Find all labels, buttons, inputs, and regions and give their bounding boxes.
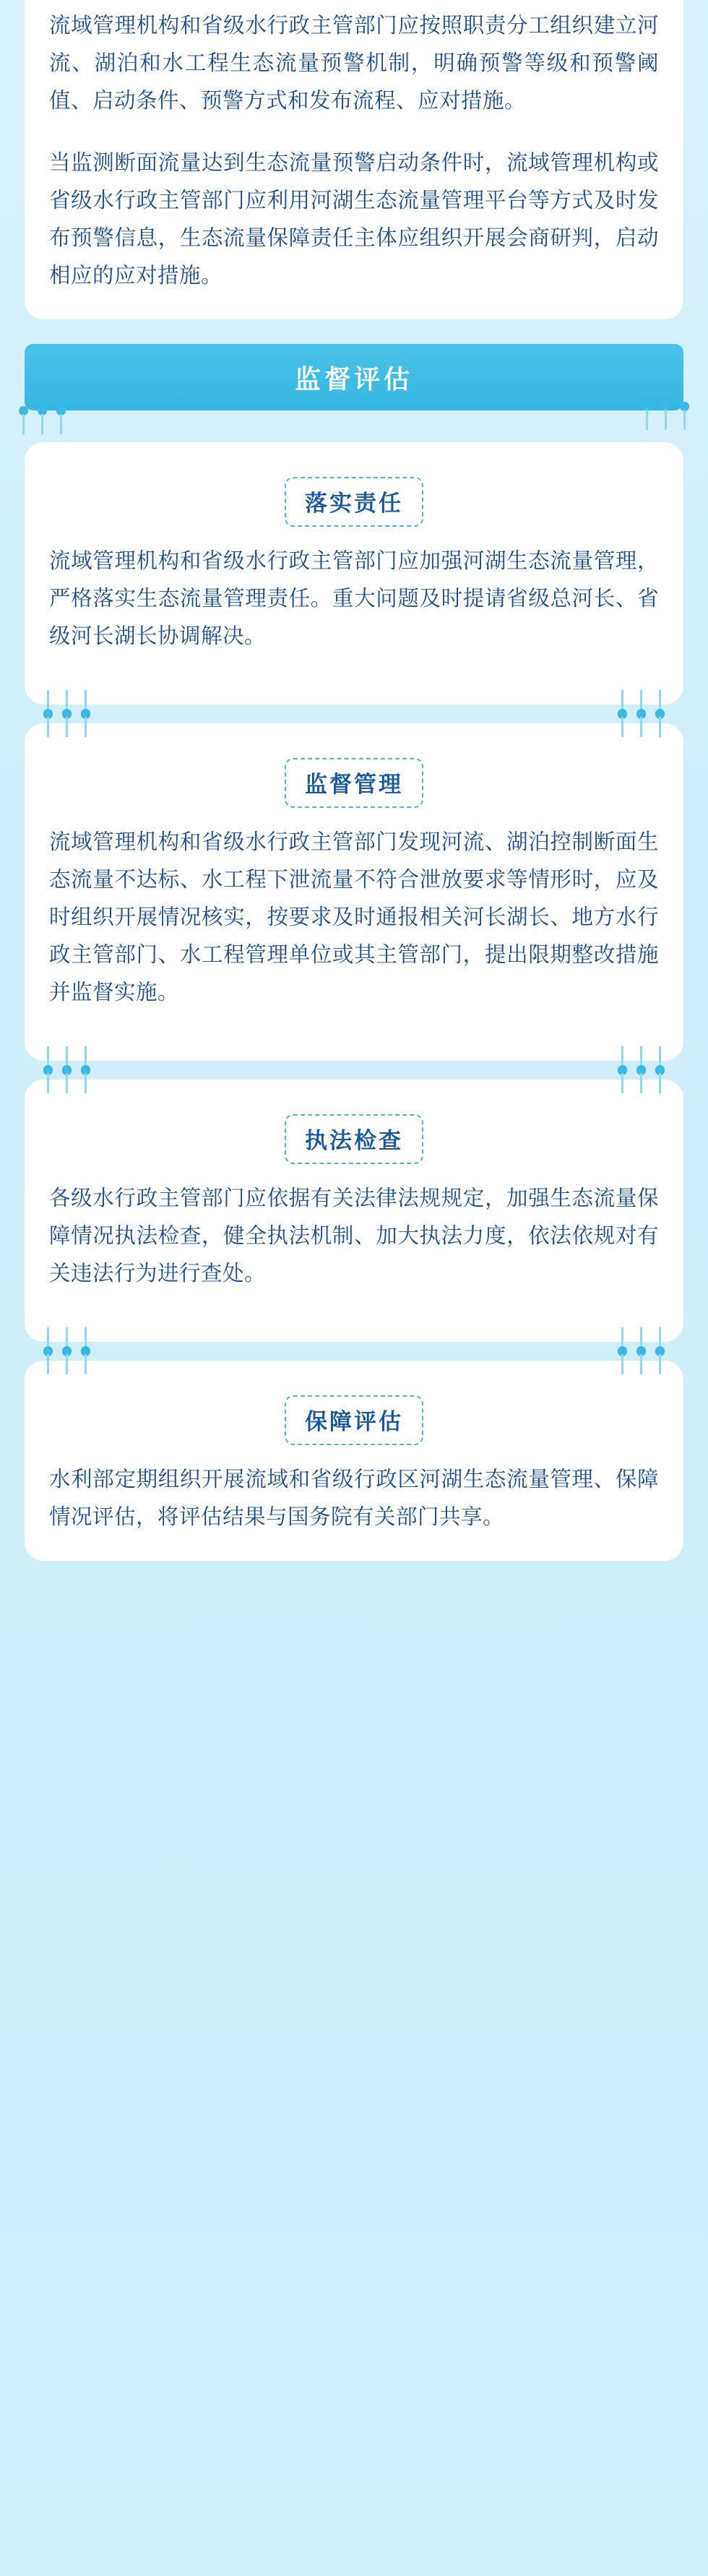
ring-icon: [62, 709, 72, 738]
ring-icon: [636, 1065, 646, 1094]
ring-icon: [618, 709, 627, 738]
ring-icon: [81, 1346, 90, 1375]
intro-paragraph-1: 流域管理机构和省级水行政主管部门应按照职责分工组织建立河流、湖泊和水工程生态流量预警机制，明确预警等级和预警阈值、启动条件、预警方式和发布流程、应对措施。: [49, 14, 659, 113]
ring-icon: [642, 402, 652, 431]
ring-icon: [56, 406, 66, 435]
block-heading-wrap-2: [49, 758, 659, 808]
binder-rings-left-7: [43, 1346, 90, 1375]
ring-icon: [81, 1065, 90, 1094]
binder-rings-left-1: [19, 406, 678, 435]
block-card-4: [25, 1361, 683, 1561]
ring-icon: [655, 1065, 665, 1094]
block-card-1: [25, 442, 683, 705]
ring-icon: [43, 1065, 53, 1094]
ring-icon: [62, 1346, 72, 1375]
binder-rings-right-5: [618, 1065, 665, 1094]
block-heading-4: 保障评估: [285, 1395, 423, 1445]
ring-icon: [661, 402, 670, 431]
block-card-3: [25, 1080, 683, 1342]
ring-icon: [636, 709, 646, 738]
ring-icon: [680, 402, 689, 431]
intro-paragraph-2: 当监测断面流量达到生态流量预警启动条件时，流域管理机构或省级水行政主管部门应利用河湖生态流量管理平台等方式及时发布预警信息，生态流量保障责任主体应组织开展会商研判，启动相应的应对措施。: [49, 151, 659, 288]
ring-icon: [618, 1346, 627, 1375]
block-heading-1: 落实责任: [285, 477, 423, 527]
ring-icon: [19, 406, 28, 435]
block-text-2: 流域管理机构和省级水行政主管部门发现河流、湖泊控制断面生态流量不达标、水工程下泄流量不符合泄放要求等情形时，应及时组织开展情况核实，按要求及时通报相关河长湖长、地方水行政主管部门、水工程管理单位或其主管部门，提出限期整改措施并监督实施。: [49, 830, 659, 1004]
block-text-4: 水利部定期组织开展流域和省级行政区河湖生态流量管理、保障情况评估，将评估结果与国务院有关部门共享。: [49, 1468, 659, 1529]
block-card-2: [25, 723, 683, 1061]
ring-icon: [636, 1346, 646, 1375]
ring-icon: [655, 709, 665, 738]
block-heading-3: 执法检查: [285, 1114, 423, 1164]
intro-card: [25, 0, 683, 319]
block-heading-wrap-1: [49, 477, 659, 527]
ring-icon: [618, 1065, 627, 1094]
binder-rings-left-5: [43, 1065, 90, 1094]
ring-icon: [81, 709, 90, 738]
binder-rings-right-3: [618, 709, 665, 738]
block-text-1: 流域管理机构和省级水行政主管部门应加强河湖生态流量管理，严格落实生态流量管理责任。重大问题及时提请省级总河长、省级河长湖长协调解决。: [49, 549, 659, 648]
binder-rings-right-1: [642, 402, 689, 431]
block-heading-wrap-4: [49, 1395, 659, 1445]
ring-icon: [655, 1346, 665, 1375]
block-heading-2: 监督管理: [285, 758, 423, 808]
binder-rings-left-3: [43, 709, 90, 738]
block-heading-wrap-3: [49, 1114, 659, 1164]
binder-rings-right-7: [618, 1346, 665, 1375]
ring-icon: [38, 406, 47, 435]
section-title: 监督评估: [294, 363, 413, 394]
block-text-3: 各级水行政主管部门应依据有关法律法规规定，加强生态流量保障情况执法检查，健全执法机制、加大执法力度，依法依规对有关违法行为进行查处。: [49, 1186, 659, 1285]
ring-icon: [43, 1346, 53, 1375]
ring-icon: [43, 709, 53, 738]
section-banner: [25, 344, 683, 410]
ring-icon: [62, 1065, 72, 1094]
